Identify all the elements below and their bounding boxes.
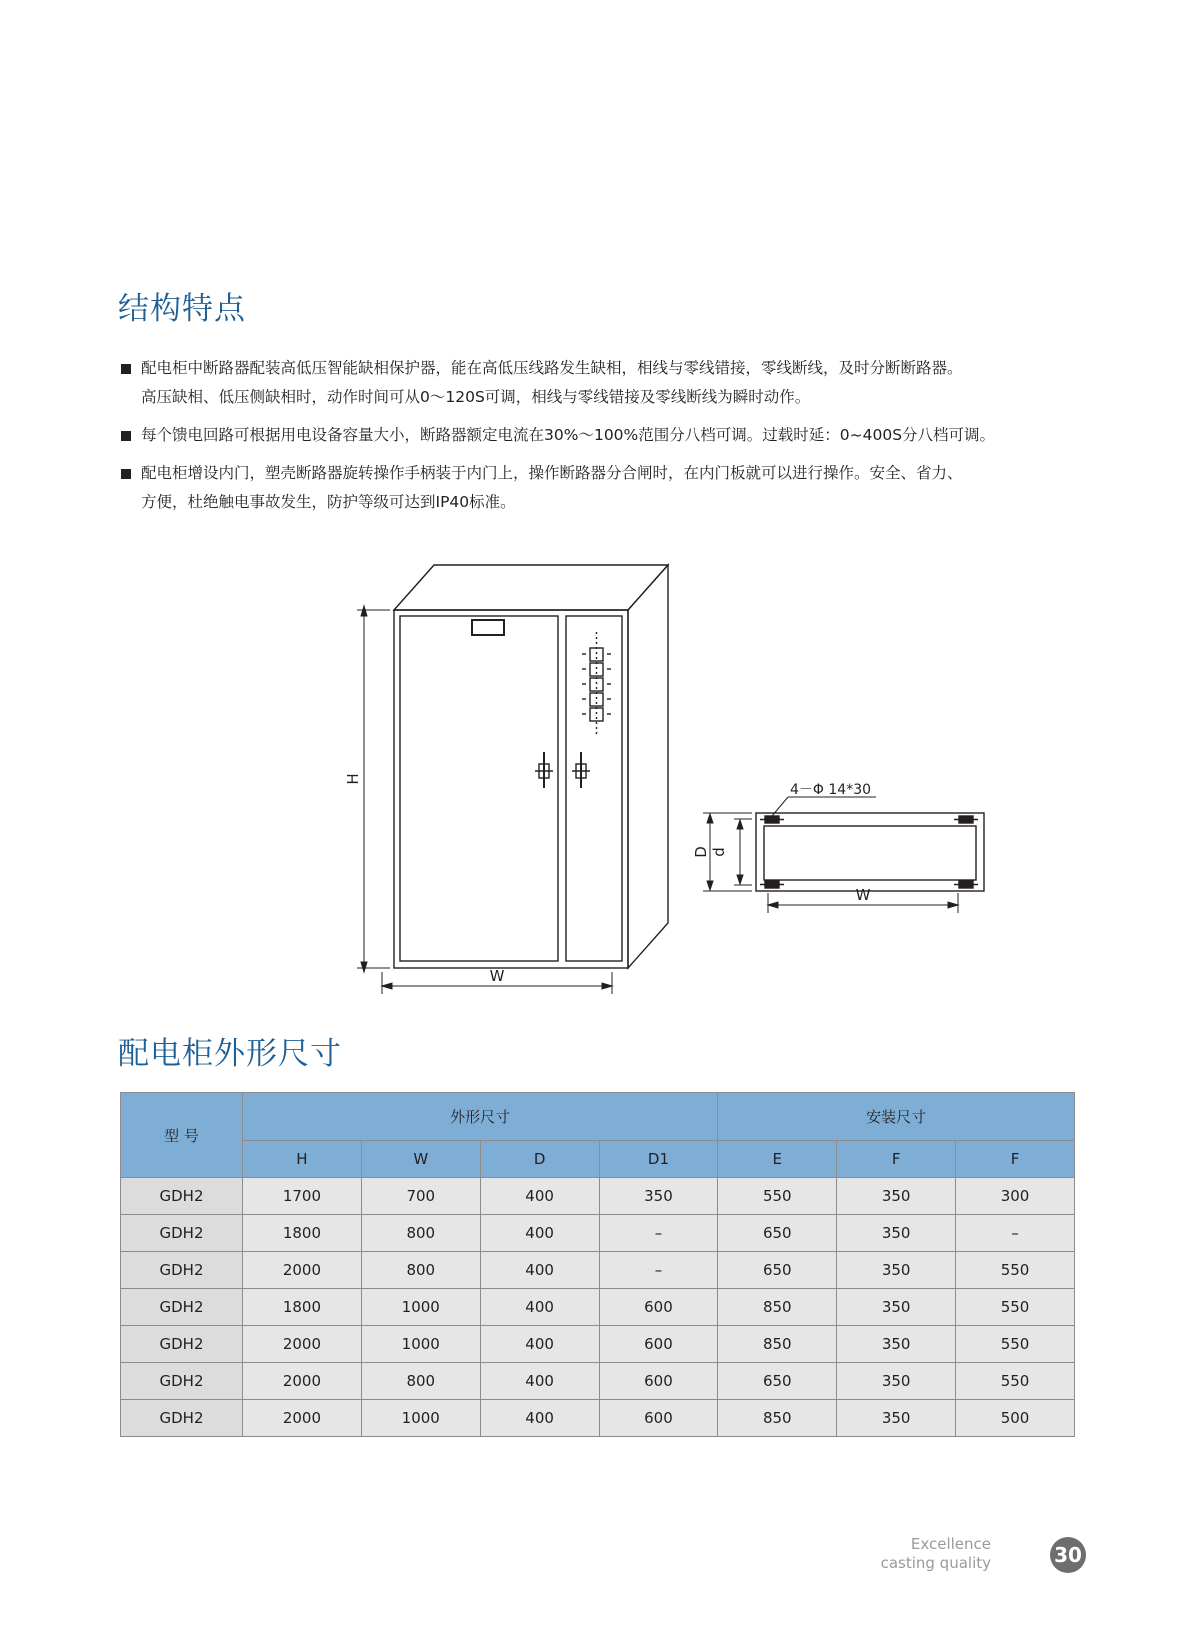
table-cell: 1000 [361,1400,480,1437]
cabinet-left-door [400,616,558,961]
table-cell: 600 [599,1363,718,1400]
section-title-structure: 结构特点 [118,291,246,327]
table-cell: 350 [837,1363,956,1400]
table-cell: 800 [361,1252,480,1289]
cabinet-right-door [566,616,622,961]
mounting-hole-icon [954,881,978,888]
table-cell: 600 [599,1289,718,1326]
table-row [121,1178,1075,1215]
feature-line: 高压缺相、低压侧缺相时，动作时间可从0～120S可调，相线与零线错接及零线断线为瞬时动作。 [141,388,811,406]
table-cell: 550 [956,1363,1075,1400]
header-model: 型 号 [121,1093,243,1178]
table-cell: 800 [361,1363,480,1400]
table-cell: – [599,1215,718,1252]
table-cell: 550 [956,1326,1075,1363]
table-cell: 850 [718,1289,837,1326]
cabinet-top-face [394,565,668,610]
door-handle-icon [572,752,590,788]
table-cell: 800 [361,1215,480,1252]
feature-item [121,421,1121,450]
table-cell: 550 [956,1252,1075,1289]
dimensions-table [120,1092,1075,1437]
table-cell: 300 [956,1178,1075,1215]
inner-depth-label: d [710,847,728,857]
base-outer-frame [756,813,984,891]
door-handle-icon [535,752,553,788]
table-cell: 500 [956,1400,1075,1437]
header-col: D1 [599,1141,718,1178]
table-cell: – [599,1252,718,1289]
footer-tagline-line: Excellence [910,1535,991,1553]
top-width-label: W [855,886,871,904]
table-cell: 550 [718,1178,837,1215]
table-cell: 2000 [243,1363,362,1400]
hole-spec-label: 4－Φ 14*30 [790,782,872,798]
table-cell: 1700 [243,1178,362,1215]
table-cell: GDH2 [121,1215,243,1252]
table-cell: GDH2 [121,1289,243,1326]
table-cell: 400 [480,1178,599,1215]
header-install-group: 安装尺寸 [718,1093,1075,1141]
table-cell: 1000 [361,1326,480,1363]
table-cell: 600 [599,1400,718,1437]
table-cell: GDH2 [121,1178,243,1215]
footer-tagline [881,1535,991,1573]
header-col: E [718,1141,837,1178]
table-cell: 350 [837,1252,956,1289]
table-cell: 350 [837,1215,956,1252]
inner-depth-dimension-line [734,819,752,885]
table-cell: 550 [956,1289,1075,1326]
depth-label: D [692,846,710,858]
table-cell: – [956,1215,1075,1252]
section-title-dimensions: 配电柜外形尺寸 [118,1036,342,1072]
table-cell: 400 [480,1326,599,1363]
table-cell: 600 [599,1326,718,1363]
header-col: D [480,1141,599,1178]
header-col: F [956,1141,1075,1178]
feature-item [121,459,1121,517]
feature-list [121,354,1121,526]
feature-line: 每个馈电回路可根据用电设备容量大小，断路器额定电流在30%～100%范围分八档可调。过载时延：0~400S分八档可调。 [141,426,996,444]
square-bullet-icon [121,364,131,374]
feature-line: 配电柜增设内门，塑壳断路器旋转操作手柄装于内门上，操作断路器分合闸时，在内门板就可以进行操作。安全、省力、 [141,464,963,482]
height-label: H [344,773,362,785]
table-cell: 2000 [243,1400,362,1437]
feature-item [121,354,1121,412]
table-cell: GDH2 [121,1252,243,1289]
table-cell: GDH2 [121,1326,243,1363]
cabinet-nameplate [472,620,504,635]
table-row [121,1326,1075,1363]
width-label: W [489,967,505,985]
table-cell: 350 [837,1289,956,1326]
header-col: H [243,1141,362,1178]
table-cell: 650 [718,1252,837,1289]
table-cell: 1000 [361,1289,480,1326]
table-cell: 350 [837,1326,956,1363]
table-cell: 650 [718,1363,837,1400]
mounting-hole-icon [760,881,784,888]
footer-tagline-line: casting quality [880,1554,991,1572]
mounting-hole-icon [954,816,978,823]
table-cell: 850 [718,1326,837,1363]
table-cell: 400 [480,1363,599,1400]
page-number-badge: 30 [1050,1537,1086,1573]
table-cell: 350 [837,1178,956,1215]
table-cell: GDH2 [121,1363,243,1400]
base-inner-frame [764,826,976,880]
table-cell: 1800 [243,1289,362,1326]
feature-line: 方便，杜绝触电事故发生，防护等级可达到IP40标准。 [141,493,516,511]
cabinet-front-frame [394,610,628,968]
table-cell: 400 [480,1289,599,1326]
square-bullet-icon [121,431,131,441]
cabinet-front-drawing [344,560,680,1000]
height-dimension-line [357,605,390,972]
table-cell: 1800 [243,1215,362,1252]
table-cell: 700 [361,1178,480,1215]
table-row [121,1215,1075,1252]
mounting-hole-icon [760,816,784,823]
table-cell: 650 [718,1215,837,1252]
table-cell: 400 [480,1400,599,1437]
header-col: F [837,1141,956,1178]
table-cell: 2000 [243,1252,362,1289]
table-row [121,1400,1075,1437]
indicator-lights-icon [582,632,611,736]
table-row [121,1363,1075,1400]
cabinet-side-face [628,565,668,968]
table-cell: 400 [480,1252,599,1289]
header-outline-group: 外形尺寸 [243,1093,718,1141]
table-cell: GDH2 [121,1400,243,1437]
table-cell: 850 [718,1400,837,1437]
table-cell: 400 [480,1215,599,1252]
dimensions-table-body [121,1178,1075,1437]
header-col: W [361,1141,480,1178]
table-row [121,1289,1075,1326]
table-cell: 2000 [243,1326,362,1363]
feature-line: 配电柜中断路器配装高低压智能缺相保护器，能在高低压线路发生缺相，相线与零线错接，零线断线，及时分断断路器。 [141,359,963,377]
table-cell: 350 [837,1400,956,1437]
table-row [121,1252,1075,1289]
table-cell: 350 [599,1178,718,1215]
square-bullet-icon [121,469,131,479]
cabinet-top-view-drawing [692,782,1020,923]
